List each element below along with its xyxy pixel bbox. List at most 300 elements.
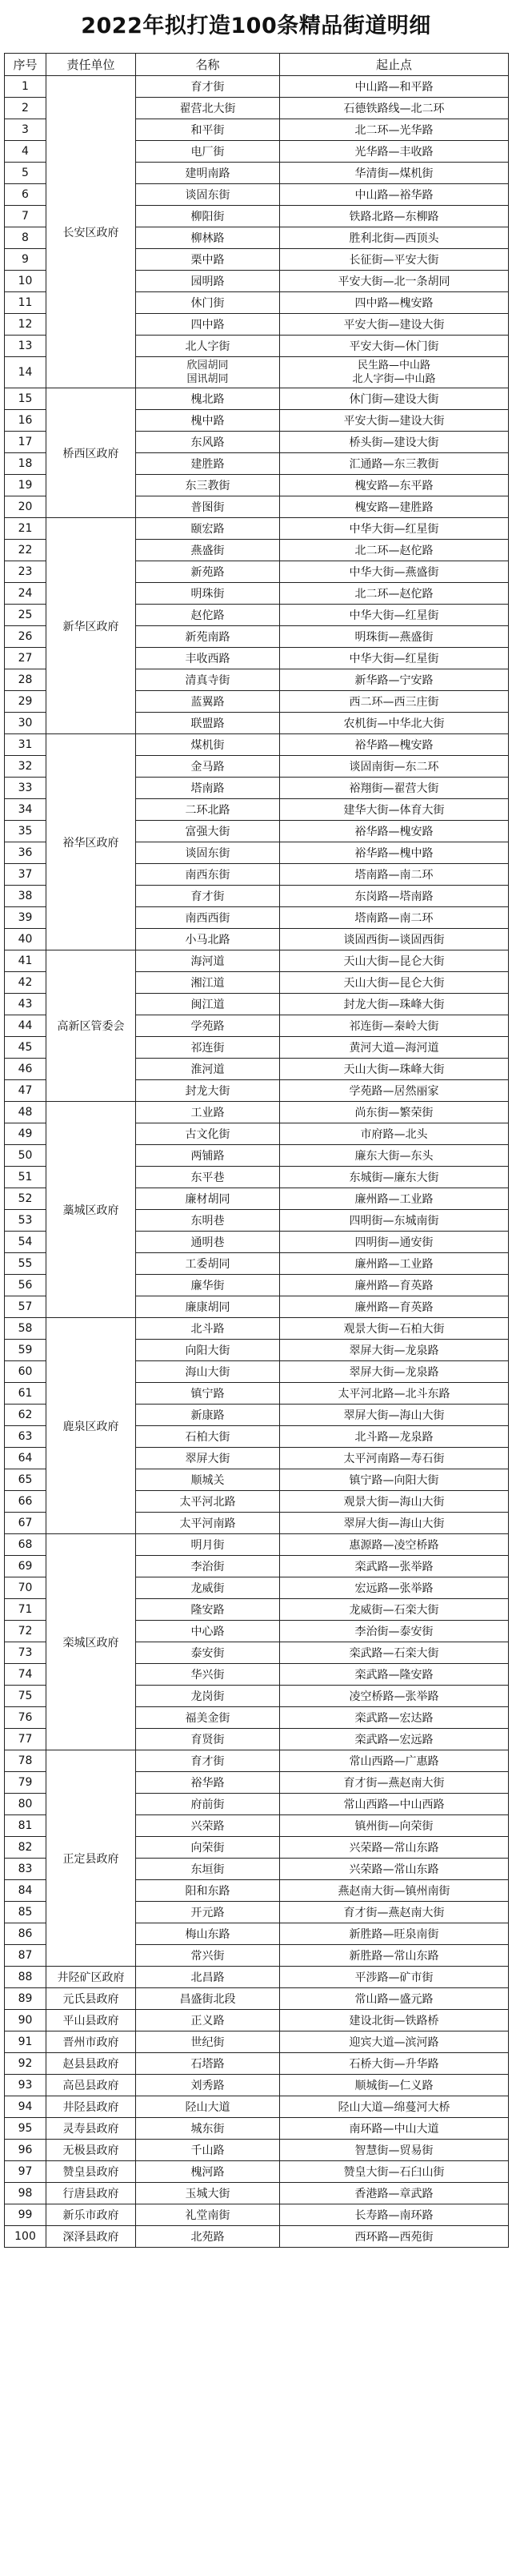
street-name: 封龙大街 — [136, 1080, 280, 1102]
street-name: 梅山东路 — [136, 1923, 280, 1945]
street-range: 智慧街—贸易街 — [280, 2140, 509, 2161]
street-range: 常山西路—中山西路 — [280, 1794, 509, 1815]
street-name: 隆安路 — [136, 1599, 280, 1621]
row-number: 80 — [5, 1794, 46, 1815]
street-name: 翟营北大街 — [136, 98, 280, 119]
street-range: 休门街—建设大街 — [280, 388, 509, 410]
table-row — [5, 2096, 509, 2118]
table-row — [5, 1534, 509, 1556]
row-number: 97 — [5, 2161, 46, 2183]
street-name: 世纪街 — [136, 2031, 280, 2053]
street-name: 开元路 — [136, 1902, 280, 1923]
street-name: 明月街 — [136, 1534, 280, 1556]
responsible-unit: 裕华区政府 — [46, 734, 136, 950]
table-row — [5, 2140, 509, 2161]
street-range: 西环路—西苑街 — [280, 2226, 509, 2248]
row-number: 38 — [5, 886, 46, 907]
street-name: 四中路 — [136, 314, 280, 336]
table-header-row — [5, 54, 509, 76]
street-range: 栾武路—宏远路 — [280, 1729, 509, 1750]
street-range: 香港路—章武路 — [280, 2183, 509, 2204]
street-range: 翠屏大街—龙泉路 — [280, 1340, 509, 1361]
responsible-unit: 深泽县政府 — [46, 2226, 136, 2248]
street-name: 北昌路 — [136, 1967, 280, 1988]
row-number: 7 — [5, 206, 46, 227]
street-range: 谈固西街—谈固西街 — [280, 929, 509, 950]
row-number: 25 — [5, 605, 46, 626]
row-number: 42 — [5, 972, 46, 994]
street-name: 塔南路 — [136, 778, 280, 799]
street-range: 裕华路—槐安路 — [280, 821, 509, 842]
table-row — [5, 2161, 509, 2183]
street-range: 南环路—中山大道 — [280, 2118, 509, 2140]
street-range: 中山路—裕华路 — [280, 184, 509, 206]
street-range: 谈固南街—东二环 — [280, 756, 509, 778]
table-row — [5, 2053, 509, 2075]
street-name: 槐中路 — [136, 410, 280, 432]
table-row — [5, 1102, 509, 1123]
row-number: 35 — [5, 821, 46, 842]
row-number: 93 — [5, 2075, 46, 2096]
street-range: 中华大街—红星街 — [280, 648, 509, 669]
street-name: 向阳大街 — [136, 1340, 280, 1361]
row-number: 52 — [5, 1188, 46, 1210]
street-range: 太平河北路—北斗东路 — [280, 1383, 509, 1405]
street-name: 园明路 — [136, 271, 280, 292]
street-range: 农机街—中华北大街 — [280, 713, 509, 734]
street-name: 北苑路 — [136, 2226, 280, 2248]
row-number: 5 — [5, 163, 46, 184]
street-name: 育才街 — [136, 886, 280, 907]
street-name: 新康路 — [136, 1405, 280, 1426]
street-range: 华清街—煤机街 — [280, 163, 509, 184]
street-name: 北斗路 — [136, 1318, 280, 1340]
street-range: 廉州路—育英路 — [280, 1275, 509, 1296]
street-range: 槐安路—东平路 — [280, 475, 509, 496]
responsible-unit: 井陉县政府 — [46, 2096, 136, 2118]
row-number: 71 — [5, 1599, 46, 1621]
street-range: 新胜路—旺泉南街 — [280, 1923, 509, 1945]
row-number: 61 — [5, 1383, 46, 1405]
row-number: 99 — [5, 2204, 46, 2226]
street-name: 石柏大街 — [136, 1426, 280, 1448]
street-name: 颐宏路 — [136, 518, 280, 540]
street-range: 北二环—光华路 — [280, 119, 509, 141]
street-range: 铁路北路—东柳路 — [280, 206, 509, 227]
row-number: 23 — [5, 561, 46, 583]
street-range: 建设北街—铁路桥 — [280, 2010, 509, 2031]
street-range: 镇宁路—向阳大街 — [280, 1469, 509, 1491]
street-name: 南西东街 — [136, 864, 280, 886]
row-number: 81 — [5, 1815, 46, 1837]
row-number: 31 — [5, 734, 46, 756]
street-name: 阳和东路 — [136, 1880, 280, 1902]
row-number: 19 — [5, 475, 46, 496]
responsible-unit: 鹿泉区政府 — [46, 1318, 136, 1534]
street-range: 桥头街—建设大街 — [280, 432, 509, 453]
street-name: 太平河南路 — [136, 1513, 280, 1534]
street-name: 东风路 — [136, 432, 280, 453]
street-name: 龙威街 — [136, 1577, 280, 1599]
street-range: 封龙大街—珠峰大街 — [280, 994, 509, 1015]
street-name: 谈固东街 — [136, 184, 280, 206]
street-range: 迎宾大道—滨河路 — [280, 2031, 509, 2053]
row-number: 64 — [5, 1448, 46, 1469]
street-name: 小马北路 — [136, 929, 280, 950]
street-range: 祁连街—秦岭大街 — [280, 1015, 509, 1037]
street-name: 李治街 — [136, 1556, 280, 1577]
row-number: 79 — [5, 1772, 46, 1794]
street-name: 谈固东街 — [136, 842, 280, 864]
row-number: 40 — [5, 929, 46, 950]
street-range: 翠屏大街—海山大街 — [280, 1513, 509, 1534]
street-name: 东平巷 — [136, 1167, 280, 1188]
street-range: 北二环—赵佗路 — [280, 583, 509, 605]
street-range: 北二环—赵佗路 — [280, 540, 509, 561]
street-name: 廉康胡同 — [136, 1296, 280, 1318]
street-name: 礼堂南街 — [136, 2204, 280, 2226]
street-name: 廉材胡同 — [136, 1188, 280, 1210]
row-number: 26 — [5, 626, 46, 648]
row-number: 85 — [5, 1902, 46, 1923]
street-range: 镇州街—向荣街 — [280, 1815, 509, 1837]
street-range: 北斗路—龙泉路 — [280, 1426, 509, 1448]
table-body — [5, 76, 509, 2248]
row-number: 34 — [5, 799, 46, 821]
row-number: 88 — [5, 1967, 46, 1988]
street-name: 休门街 — [136, 292, 280, 314]
responsible-unit: 高新区管委会 — [46, 950, 136, 1102]
street-range: 平安大街—建设大街 — [280, 410, 509, 432]
street-range: 育才街—燕赵南大街 — [280, 1902, 509, 1923]
street-range: 中华大街—红星街 — [280, 605, 509, 626]
row-number: 87 — [5, 1945, 46, 1967]
row-number: 45 — [5, 1037, 46, 1059]
table-row — [5, 1750, 509, 1772]
street-name: 学苑路 — [136, 1015, 280, 1037]
street-range: 槐安路—建胜路 — [280, 496, 509, 518]
row-number: 68 — [5, 1534, 46, 1556]
row-number: 96 — [5, 2140, 46, 2161]
street-name: 常兴街 — [136, 1945, 280, 1967]
street-range: 赞皇大街—石臼山街 — [280, 2161, 509, 2183]
responsible-unit: 藁城区政府 — [46, 1102, 136, 1318]
row-number: 63 — [5, 1426, 46, 1448]
street-name: 柳林路 — [136, 227, 280, 249]
row-number: 28 — [5, 669, 46, 691]
street-name: 南西西街 — [136, 907, 280, 929]
row-number: 15 — [5, 388, 46, 410]
street-name: 通明巷 — [136, 1232, 280, 1253]
table-row — [5, 734, 509, 756]
row-number: 78 — [5, 1750, 46, 1772]
street-range: 平安大街—北一条胡同 — [280, 271, 509, 292]
street-range: 四明街—通安街 — [280, 1232, 509, 1253]
street-range: 东岗路—塔南路 — [280, 886, 509, 907]
street-name: 东明巷 — [136, 1210, 280, 1232]
street-range: 胜利北街—西顶头 — [280, 227, 509, 249]
responsible-unit: 赞皇县政府 — [46, 2161, 136, 2183]
street-name: 清真寺街 — [136, 669, 280, 691]
row-number: 56 — [5, 1275, 46, 1296]
street-name: 育贤街 — [136, 1729, 280, 1750]
row-number: 53 — [5, 1210, 46, 1232]
row-number: 1 — [5, 76, 46, 98]
street-range: 天山大街—珠峰大街 — [280, 1059, 509, 1080]
street-range: 观景大街—石柏大街 — [280, 1318, 509, 1340]
street-range: 育才街—燕赵南大街 — [280, 1772, 509, 1794]
row-number: 51 — [5, 1167, 46, 1188]
street-name: 中心路 — [136, 1621, 280, 1642]
street-range: 四中路—槐安路 — [280, 292, 509, 314]
street-range: 东城街—廉东大街 — [280, 1167, 509, 1188]
street-range: 天山大街—昆仑大街 — [280, 972, 509, 994]
header-name: 名称 — [136, 54, 280, 76]
street-range: 太平河南路—寿石街 — [280, 1448, 509, 1469]
responsible-unit: 元氏县政府 — [46, 1988, 136, 2010]
street-name: 电厂街 — [136, 141, 280, 163]
row-number: 3 — [5, 119, 46, 141]
street-name: 石塔路 — [136, 2053, 280, 2075]
street-name: 二环北路 — [136, 799, 280, 821]
street-name: 海河道 — [136, 950, 280, 972]
row-number: 84 — [5, 1880, 46, 1902]
street-range: 兴荣路—常山东路 — [280, 1837, 509, 1859]
street-name: 金马路 — [136, 756, 280, 778]
row-number: 14 — [5, 357, 46, 388]
row-number: 89 — [5, 1988, 46, 2010]
street-name: 古文化街 — [136, 1123, 280, 1145]
page-title: 2022年拟打造100条精品街道明细 — [81, 14, 431, 38]
street-range: 建华大街—体育大街 — [280, 799, 509, 821]
row-number: 82 — [5, 1837, 46, 1859]
street-range: 裕华路—槐中路 — [280, 842, 509, 864]
street-name: 祁连街 — [136, 1037, 280, 1059]
table-row — [5, 388, 509, 410]
street-range: 栾武路—张举路 — [280, 1556, 509, 1577]
responsible-unit: 赵县县政府 — [46, 2053, 136, 2075]
street-range: 尚东街—繁荣街 — [280, 1102, 509, 1123]
responsible-unit: 行唐县政府 — [46, 2183, 136, 2204]
row-number: 86 — [5, 1923, 46, 1945]
row-number: 58 — [5, 1318, 46, 1340]
street-name: 湘江道 — [136, 972, 280, 994]
row-number: 55 — [5, 1253, 46, 1275]
responsible-unit: 井陉矿区政府 — [46, 1967, 136, 1988]
row-number: 62 — [5, 1405, 46, 1426]
street-range: 新华路—宁安路 — [280, 669, 509, 691]
row-number: 92 — [5, 2053, 46, 2075]
row-number: 73 — [5, 1642, 46, 1664]
row-number: 100 — [5, 2226, 46, 2248]
row-number: 17 — [5, 432, 46, 453]
responsible-unit: 桥西区政府 — [46, 388, 136, 518]
row-number: 6 — [5, 184, 46, 206]
row-number: 60 — [5, 1361, 46, 1383]
street-range: 中山路—和平路 — [280, 76, 509, 98]
street-range: 栾武路—宏达路 — [280, 1707, 509, 1729]
street-range: 李治街—泰安街 — [280, 1621, 509, 1642]
row-number: 76 — [5, 1707, 46, 1729]
street-range: 明珠街—燕盛街 — [280, 626, 509, 648]
street-name: 镇宁路 — [136, 1383, 280, 1405]
street-range: 廉州路—工业路 — [280, 1253, 509, 1275]
street-name: 淮河道 — [136, 1059, 280, 1080]
street-range: 廉州路—工业路 — [280, 1188, 509, 1210]
street-name: 泰安街 — [136, 1642, 280, 1664]
table-row — [5, 2183, 509, 2204]
street-name: 新苑南路 — [136, 626, 280, 648]
row-number: 13 — [5, 336, 46, 357]
street-range: 栾武路—隆安路 — [280, 1664, 509, 1686]
street-range: 民生路—中山路 北人字街—中山路 — [280, 357, 509, 388]
row-number: 98 — [5, 2183, 46, 2204]
row-number: 11 — [5, 292, 46, 314]
responsible-unit: 平山县政府 — [46, 2010, 136, 2031]
row-number: 46 — [5, 1059, 46, 1080]
row-number: 22 — [5, 540, 46, 561]
row-number: 8 — [5, 227, 46, 249]
street-name: 太平河北路 — [136, 1491, 280, 1513]
street-name: 欣园胡同 国讯胡同 — [136, 357, 280, 388]
row-number: 12 — [5, 314, 46, 336]
row-number: 20 — [5, 496, 46, 518]
street-name: 华兴街 — [136, 1664, 280, 1686]
street-name: 育才街 — [136, 1750, 280, 1772]
responsible-unit: 新华区政府 — [46, 518, 136, 734]
street-name: 槐河路 — [136, 2161, 280, 2183]
street-name: 赵佗路 — [136, 605, 280, 626]
row-number: 27 — [5, 648, 46, 669]
row-number: 33 — [5, 778, 46, 799]
header-unit: 责任单位 — [46, 54, 136, 76]
street-name: 新苑路 — [136, 561, 280, 583]
street-range: 平涉路—矿市街 — [280, 1967, 509, 1988]
street-name: 正义路 — [136, 2010, 280, 2031]
street-name: 千山路 — [136, 2140, 280, 2161]
row-number: 66 — [5, 1491, 46, 1513]
street-name: 陉山大道 — [136, 2096, 280, 2118]
street-name: 玉城大街 — [136, 2183, 280, 2204]
row-number: 18 — [5, 453, 46, 475]
street-name: 顺城关 — [136, 1469, 280, 1491]
street-name: 普图街 — [136, 496, 280, 518]
street-range: 廉州路—育英路 — [280, 1296, 509, 1318]
street-name: 府前街 — [136, 1794, 280, 1815]
street-name: 工业路 — [136, 1102, 280, 1123]
responsible-unit: 灵寿县政府 — [46, 2118, 136, 2140]
row-number: 94 — [5, 2096, 46, 2118]
row-number: 83 — [5, 1859, 46, 1880]
street-range: 黄河大道—海河道 — [280, 1037, 509, 1059]
street-range: 凌空桥路—张举路 — [280, 1686, 509, 1707]
streets-table — [4, 53, 509, 2248]
row-number: 44 — [5, 1015, 46, 1037]
street-name: 东垣街 — [136, 1859, 280, 1880]
street-name: 丰收西路 — [136, 648, 280, 669]
street-name: 联盟路 — [136, 713, 280, 734]
header-no: 序号 — [5, 54, 46, 76]
row-number: 67 — [5, 1513, 46, 1534]
street-range: 顺城街—仁义路 — [280, 2075, 509, 2096]
street-range: 四明街—东城南街 — [280, 1210, 509, 1232]
street-name: 龙岗街 — [136, 1686, 280, 1707]
table-row — [5, 2031, 509, 2053]
row-number: 36 — [5, 842, 46, 864]
row-number: 41 — [5, 950, 46, 972]
street-range: 兴荣路—常山东路 — [280, 1859, 509, 1880]
street-range: 平安大街—休门街 — [280, 336, 509, 357]
row-number: 95 — [5, 2118, 46, 2140]
street-name: 城东街 — [136, 2118, 280, 2140]
street-name: 北人字街 — [136, 336, 280, 357]
street-range: 翠屏大街—海山大街 — [280, 1405, 509, 1426]
row-number: 2 — [5, 98, 46, 119]
table-row — [5, 518, 509, 540]
row-number: 16 — [5, 410, 46, 432]
street-range: 石桥大街—升华路 — [280, 2053, 509, 2075]
row-number: 72 — [5, 1621, 46, 1642]
street-range: 裕华路—槐安路 — [280, 734, 509, 756]
street-name: 东三教街 — [136, 475, 280, 496]
street-name: 蓝翼路 — [136, 691, 280, 713]
street-range: 光华路—丰收路 — [280, 141, 509, 163]
street-range: 惠源路—凌空桥路 — [280, 1534, 509, 1556]
header-range: 起止点 — [280, 54, 509, 76]
street-range: 市府路—北头 — [280, 1123, 509, 1145]
table-row — [5, 2075, 509, 2096]
row-number: 30 — [5, 713, 46, 734]
street-name: 工委胡同 — [136, 1253, 280, 1275]
street-name: 燕盛街 — [136, 540, 280, 561]
row-number: 75 — [5, 1686, 46, 1707]
street-name: 建明南路 — [136, 163, 280, 184]
row-number: 77 — [5, 1729, 46, 1750]
street-name: 刘秀路 — [136, 2075, 280, 2096]
street-name: 福美金街 — [136, 1707, 280, 1729]
street-range: 中华大街—红星街 — [280, 518, 509, 540]
street-range: 中华大街—燕盛街 — [280, 561, 509, 583]
row-number: 74 — [5, 1664, 46, 1686]
street-name: 裕华路 — [136, 1772, 280, 1794]
street-range: 汇通路—东三教街 — [280, 453, 509, 475]
row-number: 24 — [5, 583, 46, 605]
street-range: 裕翔街—翟营大街 — [280, 778, 509, 799]
street-name: 两铺路 — [136, 1145, 280, 1167]
street-range: 长寿路—南环路 — [280, 2204, 509, 2226]
street-range: 宏远路—张举路 — [280, 1577, 509, 1599]
row-number: 90 — [5, 2010, 46, 2031]
street-range: 龙威街—石栾大街 — [280, 1599, 509, 1621]
row-number: 4 — [5, 141, 46, 163]
street-range: 栾武路—石栾大街 — [280, 1642, 509, 1664]
street-range: 天山大街—昆仑大街 — [280, 950, 509, 972]
street-name: 和平街 — [136, 119, 280, 141]
table-row — [5, 2010, 509, 2031]
street-range: 廉东大街—东头 — [280, 1145, 509, 1167]
street-name: 明珠街 — [136, 583, 280, 605]
row-number: 54 — [5, 1232, 46, 1253]
street-range: 塔南路—南二环 — [280, 864, 509, 886]
table-row — [5, 950, 509, 972]
responsible-unit: 正定县政府 — [46, 1750, 136, 1967]
row-number: 29 — [5, 691, 46, 713]
row-number: 69 — [5, 1556, 46, 1577]
street-name: 建胜路 — [136, 453, 280, 475]
street-range: 常山路—盛元路 — [280, 1988, 509, 2010]
row-number: 10 — [5, 271, 46, 292]
table-row — [5, 2226, 509, 2248]
